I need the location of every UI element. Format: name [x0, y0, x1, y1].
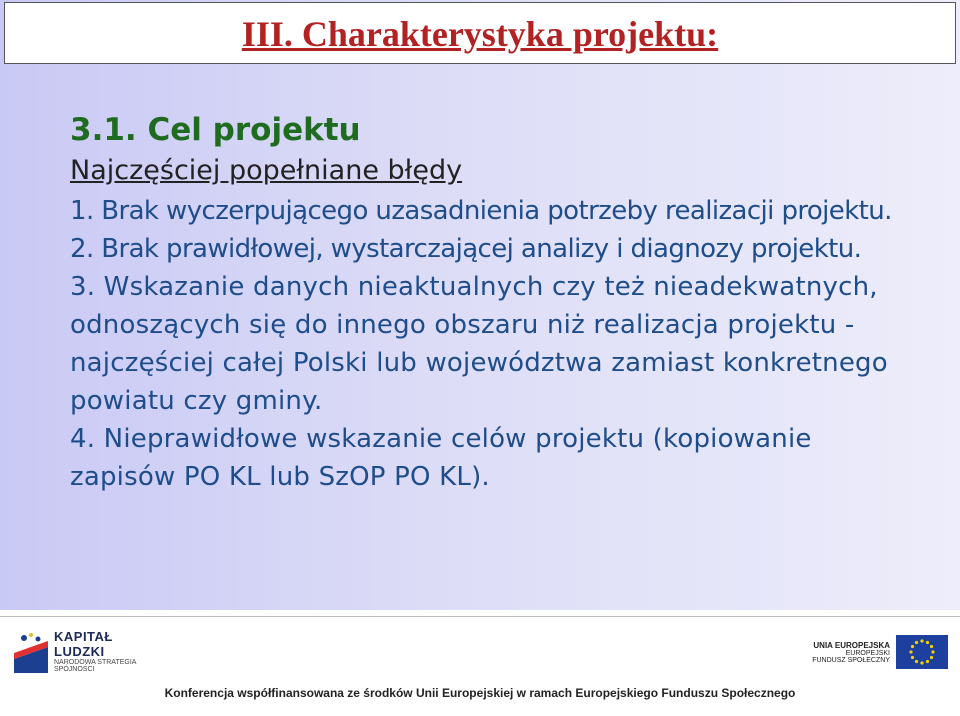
list-item: 2. Brak prawidłowej, wystarczającej analizy i diagnozy projektu.	[70, 234, 862, 264]
eu-flag-icon	[896, 635, 948, 669]
footer-text: Konferencja współfinansowana ze środków Unii Europejskiej w ramach Europejskiego Funduszu Społecznego	[164, 686, 796, 700]
section-heading: Najczęściej popełniane błędy	[70, 155, 463, 186]
eu-line-3: FUNDUSZ SPOŁECZNY	[812, 656, 890, 664]
list-item: 4. Nieprawidłowe wskazanie celów projektu (kopiowanie zapisów PO KL lub SzOP PO KL).	[70, 424, 812, 492]
kapital-ludzki-icon	[14, 629, 48, 673]
slide-title: III. Charakterystyka projektu:	[241, 14, 719, 54]
title-box	[4, 2, 956, 64]
section-subtitle: 3.1. Cel projektu	[70, 112, 361, 148]
logo-main-text: KAPITAŁ LUDZKI	[54, 629, 113, 659]
eu-line-1: UNIA EUROPEJSKA	[813, 640, 890, 650]
kapital-ludzki-logo	[14, 626, 159, 676]
list-item: 3. Wskazanie danych nieaktualnych czy też nieadekwatnych, odnoszących się do innego obszaru niż realizacja projektu - najczęściej całej Polski lub województwa zamiast konkretnego powiatu czy gminy.	[70, 272, 888, 416]
logo-sub-text: NARODOWA STRATEGIA SPÓJNOŚCI	[54, 659, 137, 673]
footer-divider	[0, 616, 960, 617]
list-item: 1. Brak wyczerpującego uzasadnienia potrzeby realizacji projektu.	[70, 196, 892, 226]
error-list	[70, 192, 900, 496]
eu-line-2: EUROPEJSKI	[845, 649, 890, 657]
eu-logo	[812, 634, 948, 670]
